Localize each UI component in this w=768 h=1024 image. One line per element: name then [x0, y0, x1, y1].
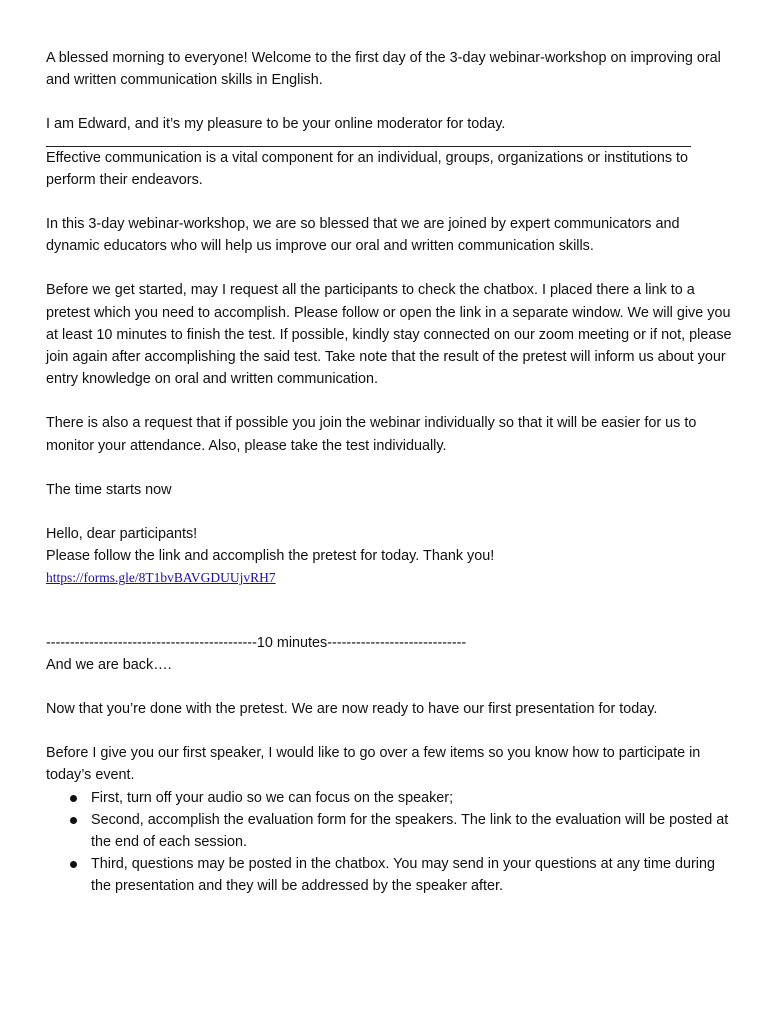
communication-paragraph: Effective communication is a vital component for an individual, groups, organizations or institutions to perform their endeavors. — [46, 149, 689, 188]
back-line: And we are back…. — [46, 656, 172, 673]
list-item-text: First, turn off your audio so we can focus on the speaker; — [91, 789, 454, 806]
bullet-icon — [70, 817, 77, 824]
attendance-request: There is also a request that if possible you join the webinar individually so that it will be easier for us to monitor your attendance. Also, please take the test individually. — [46, 415, 697, 454]
experts-paragraph: In this 3-day webinar-workshop, we are so blessed that we are joined by expert communicators and dynamic educators who will help us improve our oral and written communication skills. — [46, 216, 680, 255]
bullet-icon — [70, 861, 77, 868]
participation-list — [46, 787, 736, 898]
welcome-paragraph: A blessed morning to everyone! Welcome to the first day of the 3-day webinar-workshop on improving oral and written communication skills in English. — [46, 50, 721, 89]
list-item-text: Third, questions may be posted in the chatbox. You may send in your questions at any time during the presentation and they will be addressed by the speaker after. — [91, 856, 715, 895]
greeting-line: Hello, dear participants! — [46, 526, 198, 543]
separator-line — [46, 136, 691, 147]
moderator-intro: I am Edward, and it’s my pleasure to be your online moderator for today. — [46, 116, 506, 133]
list-item — [70, 787, 736, 809]
first-presentation-paragraph: Now that you’re done with the pretest. We are now ready to have our first presentation for today. — [46, 701, 658, 718]
bullet-icon — [70, 795, 77, 802]
link-block — [46, 567, 736, 589]
list-item-text: Second, accomplish the evaluation form for the speakers. The link to the evaluation will be posted at the end of each session. — [91, 811, 729, 851]
list-item — [70, 809, 736, 853]
pretest-instructions: Before we get started, may I request all the participants to check the chatbox. I placed there a link to a pretest which you need to accomplish. Please follow or open the link in a separate window. We will give you at least 10 minutes to finish the test. If possible, kindly stay connected on our zoom meeting or if not, please join again after accomplishing the said test. Take note that the result of the pretest will inform us about your entry knowledge on oral and written communication. — [46, 282, 732, 388]
document-body — [46, 47, 736, 898]
pretest-request: Please follow the link and accomplish the pretest for today. Thank you! — [46, 548, 495, 565]
break-divider: --------------------------------------------10 minutes----------------------------- — [46, 634, 467, 651]
list-item — [70, 853, 736, 897]
pretest-link[interactable]: https://forms.gle/8T1bvBAVGDUUjvRH7 — [46, 570, 276, 586]
participation-intro: Before I give you our first speaker, I would like to go over a few items so you know how to participate in today’s event. — [46, 745, 701, 784]
time-starts: The time starts now — [46, 481, 172, 498]
